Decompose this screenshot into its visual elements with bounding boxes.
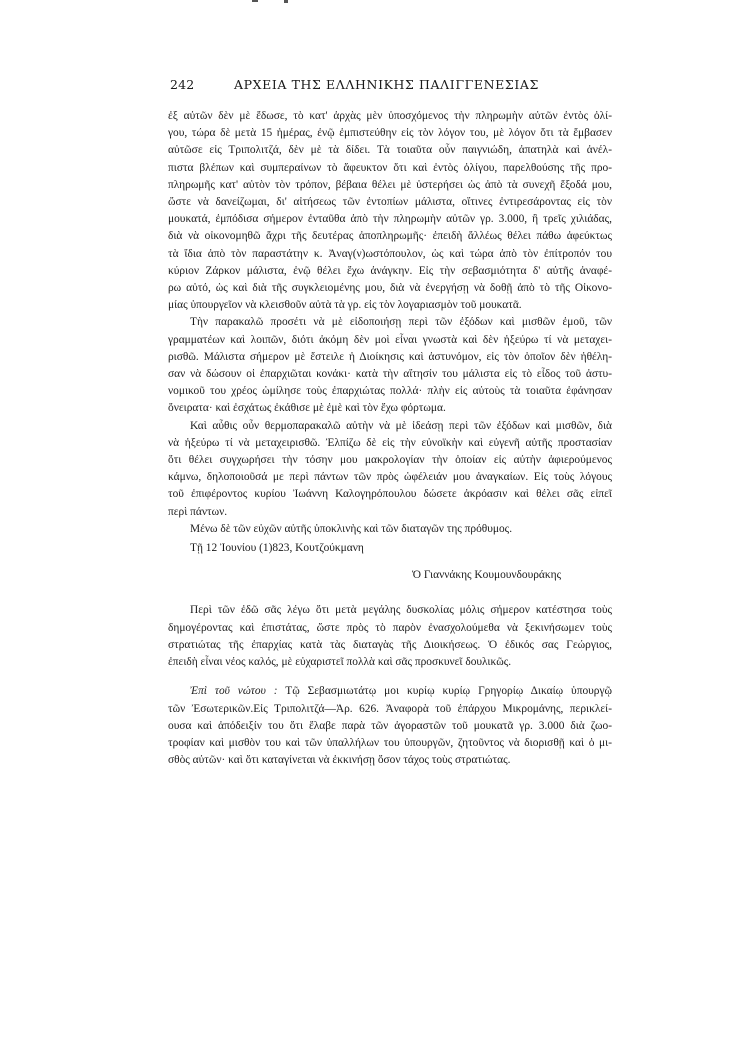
scan-artifact: [252, 0, 258, 2]
text-line: ἐξ αὐτῶν δὲν μὲ ἔδωσε, τὸ κατ' ἀρχὰς μὲν ὑποσχόμενος τὴν πληρωμὴν αὐτῶν ἐντὸς ὀλί-: [168, 110, 612, 122]
text-line: ὄνειρατα· καὶ ἐσχάτως ἐκάθισε μὲ ἐμὲ καὶ τὸν ἔχω φόρτωμα.: [168, 402, 446, 415]
text-line: Τὴν παρακαλῶ προσέτι νὰ μὲ εἰδοποιήσῃ περὶ τῶν ἐξόδων καὶ μισθῶν ἐμοῦ, τῶν: [190, 316, 612, 329]
endorsement-text: Τῷ Σεβασμιωτάτῳ μοι κυρίῳ κυρίῳ Γρηγορίῳ Δικαίῳ ὑπουργῷ: [277, 685, 612, 698]
text-line: τοῦ ἐπιφέροντος κυρίου Ἰωάννη Καλογηρόπουλου δώσετε ἀκρόασιν καὶ θέλει σᾶς εἰπεῖ: [168, 488, 612, 501]
text-line: γραμματέων καὶ λοιπῶν, διότι ἀκόμη δὲν μοὶ εἶναι γνωστὰ καὶ δὲν ἠξεύρω τί νὰ μεταχει-: [168, 333, 612, 346]
text-line: τὰ ἴδια ἀπὸ τὸν παραστάτην κ. Ἀναγ(ν)ωστόπουλον, ὡς καὶ τώρα ἀπὸ τὸν ἐπίτροπόν του: [168, 247, 612, 260]
text-line: πληρωμῆς κατ' αὐτὸν τὸν τρόπον, βέβαια θέλει μὲ ὑστερήσει ὡς ἀπὸ τὰ συνεχῆ ἔξοδά μου,: [168, 178, 612, 191]
scan-artifact: [284, 0, 288, 3]
text-line: κάμνω, δηλοποιοῦσά με περὶ πάντων τῶν πρὸς ὠφέλειάν μου ἀναγκαίων. Εἰς τοὺς λόγους: [168, 471, 612, 484]
text-line: μίας ὑπουργεῖον νὰ κλεισθοῦν αὐτὰ τὰ γρ. εἰς τὸν λογαριασμὸν τοῦ μουκατᾶ.: [168, 299, 522, 312]
endorsement-label: Ἐπὶ τοῦ νώτου :: [190, 685, 278, 698]
dateline: Τῇ 12 Ἰουνίου (1)823, Κουτζούκμανη: [190, 542, 364, 555]
body-text: [168, 108, 612, 769]
running-title: ΑΡΧΕΙΑ ΤΗΣ ΕΛΛΗΝΙΚΗΣ ΠΑΛΙΓΓΕΝΕΣΙΑΣ: [234, 77, 539, 92]
letter-paragraph-2: [168, 314, 612, 417]
text-line: ὥστε νὰ δανείζωμαι, δι' αἰτήσεως τῶν ἐντοπίων μάλιστα, οἵτινες ἐντιρεσάροντας εἰς τὸν: [168, 196, 612, 209]
text-line: κύριον Ζάρκον μάλιστα, ἐνῷ θέλει ἔχω ἀνάγκην. Εἰς τὴν σεβασμιότητα δ' αὐτῆς ἀναφέ-: [168, 264, 612, 277]
closing-line: Μένω δὲ τῶν εὐχῶν αὐτῆς ὑποκλινὴς καὶ τῶν διαταγῶν της πρόθυμος.: [190, 522, 513, 535]
text-line: γου, τώρα δὲ μετὰ 15 ἡμέρας, ἐνῷ ἐμπιστεύθην εἰς τὸν λόγον του, μὲ λόγον ὅτι τὰ ἔμβασεν: [168, 127, 612, 140]
page-number: 242: [170, 77, 195, 92]
text-line: ρισθῶ. Μάλιστα σήμερον μὲ ἔστειλε ἡ Διοίκησις καὶ ἀστυνόμον, εἰς τὸν ὁποῖον δὲν ἠθέλη-: [168, 350, 612, 363]
text-line: σαν νὰ δώσουν οἱ ἐπαρχιῶται κονάκι· κατὰ τὴν αἴτησίν του μάλιστα εἰς τὸ εἶδος τοῦ ἀστυ-: [168, 368, 612, 381]
text-line: αὐτῶσε εἰς Τριπολιτζά, δὲν μὲ τὰ δίδει. Τὰ τοιαῦτα οὖν παιγνιώδη, ἀπατηλὰ καὶ ἀνέλ-: [168, 144, 612, 157]
text-line: [168, 683, 612, 700]
text-line: διὰ νὰ οἰκονομηθῶ ἄχρι τῆς δευτέρας ἀποπληρωμῆς· ἐπειδὴ ἄλλέως θέλει πάθω ἀφεύκτως: [168, 230, 612, 243]
letter-paragraph-1: [168, 108, 612, 314]
text-line: ρω αὐτό, ὡς καὶ διὰ τῆς συγκλειομένης μου, διὰ νὰ ἐνεργήσῃ νὰ δοθῇ ἀπὸ τὸ τῆς Οἰκονο-: [168, 282, 612, 295]
text-line: Περὶ τῶν ἐδῶ σᾶς λέγω ὅτι μετὰ μεγάλης δυσκολίας μόλις σήμερον κατέστησα τοὺς: [190, 604, 612, 617]
text-line: νὰ ἠξεύρω τί νὰ μεταχειρισθῶ. Ἐλπίζω δὲ εἰς τὴν εὐνοϊκὴν καὶ εὐγενῆ αὐτῆς προστασίαν: [168, 436, 612, 449]
text-line: δημογέροντας καὶ ἐπιστάτας, ὥστε πρὸς τὸ παρὸν ἐνασχολούμεθα νὰ ξεκινήσωμεν τοὺς: [168, 621, 612, 634]
text-line: Καὶ αὖθις οὖν θερμοπαρακαλῶ αὐτὴν νὰ μὲ ἰδεάσῃ περὶ τῶν ἐξόδων καὶ μισθῶν, διὰ: [190, 419, 612, 432]
text-line: πιστα βλέπων καὶ συμπεραίνων τὸ ἄφευκτον ὅτι καὶ ἐντὸς ὀλίγου, παρελθούσης τῆς προ-: [168, 161, 612, 174]
text-line: ουσα καὶ ἀπόδειξίν του ὅτι ἔλαβε παρὰ τῶν ἀγοραστῶν τοῦ μουκατᾶ γρ. 3.000 διὰ ζωο-: [168, 719, 612, 732]
text-line: μουκατά, ἐμπόδισα σήμερον ἐνταῦθα ἀπὸ τὴν πληρωμὴν αὐτῶν γρ. 3.000, ἢ τρεῖς χιλιάδας,: [168, 213, 612, 226]
text-line: τῶν Ἐσωτερικῶν.Εἰς Τριπολιτζά—Ἀρ. 626. Ἀναφορὰ τοῦ ἐπάρχου Μικρομάνης, περικλεί-: [168, 702, 612, 715]
signature: Ὁ Γιαννάκης Κουμουνδουράκης: [412, 569, 562, 582]
letter-paragraph-3: [168, 418, 612, 521]
endorsement: [168, 683, 612, 769]
postscript: [168, 602, 612, 671]
text-line: στρατιώτας τῆς ἐπαρχίας κατὰ τὰς διαταγὰς τῆς Διοικήσεως. Ὁ ἐδικός σας Γεώργιος,: [168, 638, 612, 651]
text-line: νομικοῦ του χρέος ὡμίλησε τοὺς ἐπαρχιώτας πολλά· πλὴν εἰς αὐτοὺς τὰ τοιαῦτα ἐφάνησαν: [168, 385, 612, 398]
text-line: τροφίαν καὶ μισθὸν του καὶ τῶν ὑπαλλήλων του ὑπουργῶν, ζητοῦντος νὰ διορισθῇ καὶ ὁ μι-: [168, 736, 612, 749]
spacer: [168, 584, 612, 602]
spacer: [168, 671, 612, 683]
text-line: σθὸς αὐτῶν· καὶ ὅτι καταγίνεται νὰ ἐκκινήσῃ ὅσον τάχος τοὺς στρατιώτας.: [168, 754, 511, 767]
text-line: ὅτι θέλει συγχωρήσει τὴν τόσην μου μακρολογίαν τὴν ὁποίαν εἰς αὐτὴν ἀφιερούμενος: [168, 454, 612, 467]
text-line: περὶ πάντων.: [168, 505, 228, 518]
text-line: ἐπειδὴ εἶναι νέος καλός, μὲ εὐχαριστεῖ πολλὰ καὶ σᾶς προσκυνεῖ δουλικῶς.: [168, 656, 512, 669]
